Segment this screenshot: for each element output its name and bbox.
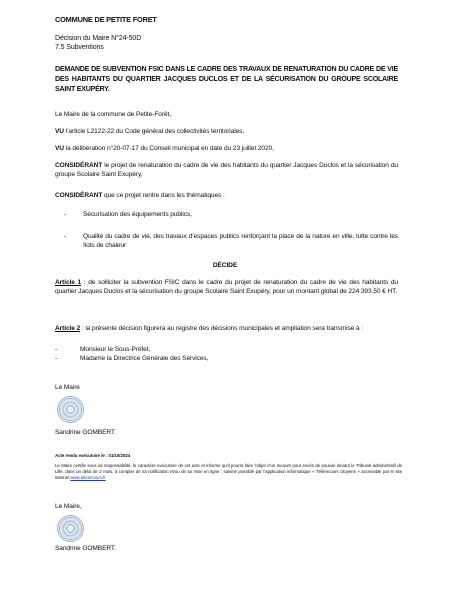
- recipient-item: Monsieur le Sous-Préfet,: [80, 346, 151, 353]
- vu-label: VU: [55, 128, 64, 135]
- decision-category: 7.5 Subventions: [55, 44, 104, 51]
- vu-clause-1: [55, 128, 398, 137]
- list-dash: -: [55, 355, 58, 362]
- signature-title: Le Maire: [55, 384, 80, 391]
- recipient-item: Madame la Directrice Générale des Services,: [80, 355, 209, 362]
- article-label: Article 1: [55, 279, 82, 286]
- article-text: : de solliciter la subvention FSIC dans le cadre du projet de renaturation du cadre de vie des habitants du quartier Jacques Duclos et la sécurisation du groupe Scolaire Saint Exupéry, pour un montant global de 224 393.50 € HT.: [55, 279, 398, 295]
- theme-item: Sécurisation des équipements publics,: [83, 211, 192, 218]
- vu-label: VU: [55, 145, 64, 152]
- decision-reference: Décision du Maire N°24-50D: [55, 35, 142, 42]
- commune-name: COMMUNE DE PETITE FORET: [55, 15, 157, 24]
- considerant-clause-2: [55, 192, 398, 201]
- certification-line: Acte rendu exécutoire le : 01/10/2024: [55, 453, 131, 458]
- vu-text: l’article L2122-22 du Code général des collectivités territoriales,: [63, 128, 245, 135]
- considerant-text: le projet de renaturation du cadre de vie des habitants du quartier Jacques Duclos et la sécurisation du groupe Scolaire Saint Exupéry,: [55, 162, 398, 178]
- list-dash: -: [64, 233, 67, 240]
- list-dash: -: [55, 346, 58, 353]
- article-label: Article 2: [55, 325, 81, 332]
- municipal-seal: [57, 515, 84, 542]
- legal-notice-text: Le Maire certifie sous sa responsabilité, le caractère exécutoire de cet acte et informe qu’il pourra faire l’objet d’un recours pour excès de pouvoir devant le Tribunal administratif de Lille, dans un délai de 2 mois, à compter de sa notification et/ou de sa mise en ligne ; saisine possible par l’application informatique « Télérecours citoyens » accessible par le site internet: [55, 463, 402, 480]
- considerant-label: CONSIDÉRANT: [55, 192, 103, 199]
- considerant-label: CONSIDÉRANT: [55, 162, 103, 169]
- theme-item: Qualité du cadre de vie, des travaux d’espaces publics renforçant la place de la nature en ville, lutte contre les îlots de chaleur: [83, 233, 398, 249]
- signature-title: Le Maire,: [55, 503, 82, 510]
- decision-subject: DEMANDE DE SUBVENTION FSIC DANS LE CADRE DES TRAVAUX DE RENATURATION DU CADRE DE VIE DES HABITANTS DU QUARTIER JACQUES DUCLOS ET DE LA SÉCURISATION DU GROUPE SCOLAIRE SAINT EXUPÉRY.: [55, 65, 398, 93]
- article-text: : la présente décision figurera au registre des décisions municipales et ampliation sera transmise à :: [80, 325, 364, 332]
- telerecours-link[interactable]: www.telerecours.fr: [70, 474, 106, 480]
- considerant-clause-1: [55, 162, 398, 179]
- signature-name: Sandrine GOMBERT.: [55, 429, 116, 436]
- vu-text: la délibération n°20-07-17 du Conseil municipal en date du 23 juillet 2020,: [63, 145, 274, 152]
- article-2: [55, 325, 398, 334]
- list-dash: -: [64, 211, 67, 218]
- vu-clause-2: [55, 145, 398, 154]
- legal-notice: [55, 463, 402, 480]
- considerant-text: que ce projet rentre dans les thématiques :: [102, 192, 225, 199]
- mayor-intro: Le Maire de la commune de Petite-Forêt,: [55, 111, 171, 118]
- municipal-seal: [57, 396, 84, 423]
- signature-name: Sandrine GOMBERT.: [55, 545, 116, 552]
- article-1: [55, 279, 398, 296]
- decide-heading: DÉCIDE: [212, 262, 238, 269]
